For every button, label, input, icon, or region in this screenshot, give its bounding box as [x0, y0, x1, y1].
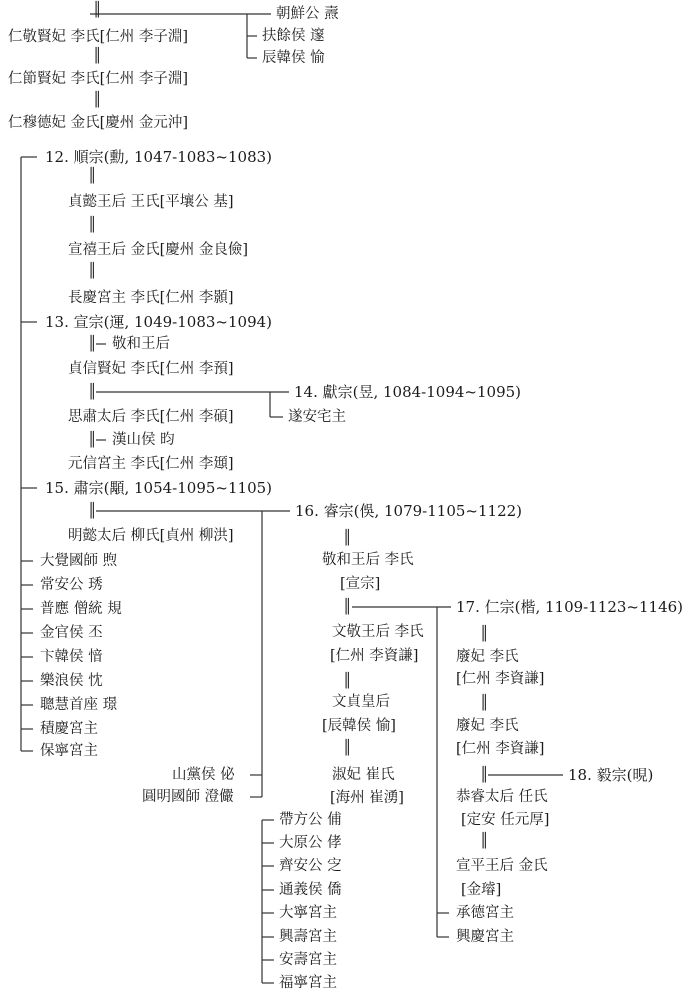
child-tongui-hu: 通義侯 僑 — [279, 882, 342, 898]
marriage-mark: ║ — [480, 767, 489, 783]
child-suan-taekju: 遂安宅主 — [288, 409, 346, 425]
child-daenyeong-gungju: 大寧宮主 — [279, 905, 337, 921]
child-jeokgyeong-gungju: 積慶宮主 — [40, 721, 98, 737]
child-daebang-gong: 帶方公 俌 — [279, 812, 342, 828]
child-sangan-gong: 常安公 琇 — [40, 577, 103, 593]
marriage-mark: ║ — [88, 217, 97, 233]
consort-pyebi-2: 廢妃 李氏 — [456, 718, 519, 734]
child-sandang-hu: 山黨侯 佖 — [172, 767, 235, 783]
child-boryeong-gungju: 保寧宮主 — [40, 743, 98, 759]
marriage-mark: ║ — [88, 432, 97, 448]
consort-seonpyeong-note: [金璿] — [461, 882, 502, 898]
consort-myeongui-taehu: 明懿太后 柳氏[貞州 柳洪] — [68, 528, 234, 544]
king-sukjong-title: 15. 肅宗(顒, 1054-1095~1105) — [45, 479, 273, 497]
king-seonjong-title: 13. 宣宗(運, 1049-1083~1094) — [45, 313, 273, 331]
consort-gyeonghwa-wanghu: 敬和王后 李氏 — [322, 552, 414, 568]
consort-munjeong-hwanghu: 文貞皇后 — [332, 694, 390, 710]
consort-janggyeong-gungju: 長慶宮主 李氏[仁州 李顥] — [68, 290, 234, 306]
consort-sasuk-taehu: 思肅太后 李氏[仁州 李碩] — [68, 409, 234, 425]
child-seungdeok-gungju: 承德宮主 — [456, 905, 514, 921]
king-yejong-title: 16. 睿宗(俁, 1079-1105~1122) — [295, 502, 523, 520]
marriage-mark: ║ — [88, 263, 97, 279]
marriage-mark: ║ — [480, 695, 489, 711]
marriage-mark: ║ — [343, 599, 352, 615]
consort-mungyeong-wanghu: 文敬王后 李氏 — [332, 624, 424, 640]
consort-injeol-hyeonbi: 仁節賢妃 李氏[仁州 李子淵] — [8, 71, 189, 87]
child-chonghye-suja: 聰慧首座 璟 — [40, 697, 118, 713]
marriage-mark: ║ — [480, 626, 489, 642]
child-heunggyeong-gungju: 興慶宮主 — [456, 929, 514, 945]
child-daewon-gong: 大原公 侾 — [279, 835, 342, 851]
marriage-mark: ║ — [88, 384, 97, 400]
king-sunjong-title: 12. 順宗(勳, 1047-1083~1083) — [45, 148, 273, 166]
child-wonmyeong-guksa: 圓明國師 澄儼 — [142, 789, 234, 805]
child-ansu-gungju: 安壽宮主 — [279, 952, 337, 968]
marriage-mark: ║ — [93, 48, 102, 64]
consort-wonsin-gungju: 元信宮主 李氏[仁州 李頲] — [68, 456, 234, 472]
child-hansan-hu: 漢山侯 昀 — [112, 432, 175, 448]
child-jean-gong: 齊安公 㝎 — [279, 858, 342, 874]
child-nangnang-hu: 樂浪侯 忱 — [40, 673, 103, 689]
consort-munjeong-note: [辰韓侯 愉] — [322, 718, 396, 734]
consort-sukbi-note: [海州 崔湧] — [330, 790, 404, 806]
consort-mungyeong-note: [仁州 李資謙] — [330, 648, 419, 664]
child-boeung-seungtong: 普應 僧統 規 — [40, 601, 122, 617]
marriage-mark: ║ — [343, 530, 352, 546]
consort-seonpyeong-wanghu: 宣平王后 金氏 — [456, 858, 548, 874]
king-injong-title: 17. 仁宗(楷, 1109-1123~1146) — [456, 598, 684, 616]
consort-gyeonghwa-note: [宣宗] — [340, 576, 381, 592]
son-jinhan-hu: 辰韓侯 愉 — [262, 50, 325, 66]
marriage-mark: ║ — [88, 503, 97, 519]
consort-injeong-hyeonbi: 仁敬賢妃 李氏[仁州 李子淵] — [8, 29, 189, 45]
child-geumgwan-hu: 金官侯 丕 — [40, 625, 103, 641]
consort-pyebi-1-note: [仁州 李資謙] — [456, 671, 545, 687]
consort-gongye-taehu: 恭睿太后 任氏 — [456, 789, 548, 805]
child-heungsu-gungju: 興壽宮主 — [279, 929, 337, 945]
son-buyeo-hu: 扶餘侯 邃 — [262, 28, 325, 44]
child-daegak-guksa: 大覺國師 煦 — [40, 553, 118, 569]
child-boknyeong-gungju: 福寧宮主 — [279, 975, 337, 991]
king-uijong-title: 18. 毅宗(晛) — [568, 766, 654, 784]
consort-sukbi: 淑妃 崔氏 — [332, 767, 395, 783]
king-heonjong-title: 14. 獻宗(昱, 1084-1094~1095) — [294, 383, 522, 401]
marriage-mark: ║ — [93, 92, 102, 108]
consort-pyebi-2-note: [仁州 李資謙] — [456, 741, 545, 757]
consort-gongye-note: [定安 任元厚] — [461, 812, 550, 828]
marriage-mark: ║ — [93, 2, 102, 18]
marriage-mark: ║ — [343, 740, 352, 756]
marriage-mark: ║ — [88, 336, 97, 352]
consort-jeongsin-hyeonbi: 貞信賢妃 李氏[仁州 李預] — [68, 361, 234, 377]
marriage-mark: ║ — [88, 168, 97, 184]
consort-jeongui-wanghu: 貞懿王后 王氏[平壤公 基] — [68, 194, 234, 210]
marriage-mark: ║ — [480, 833, 489, 849]
son-joseon-gong: 朝鮮公 燾 — [276, 6, 339, 22]
child-byeonhan-hu: 卞韓侯 愔 — [40, 649, 103, 665]
consort-seonhui-wanghu: 宣禧王后 金氏[慶州 金良儉] — [68, 242, 249, 258]
marriage-mark: ║ — [343, 673, 352, 689]
consort-pyebi-1: 廢妃 李氏 — [456, 649, 519, 665]
child-gyeonghwa-wanghu: 敬和王后 — [112, 336, 170, 352]
consort-inmok-deokbi: 仁穆德妃 金氏[慶州 金元沖] — [8, 115, 189, 131]
